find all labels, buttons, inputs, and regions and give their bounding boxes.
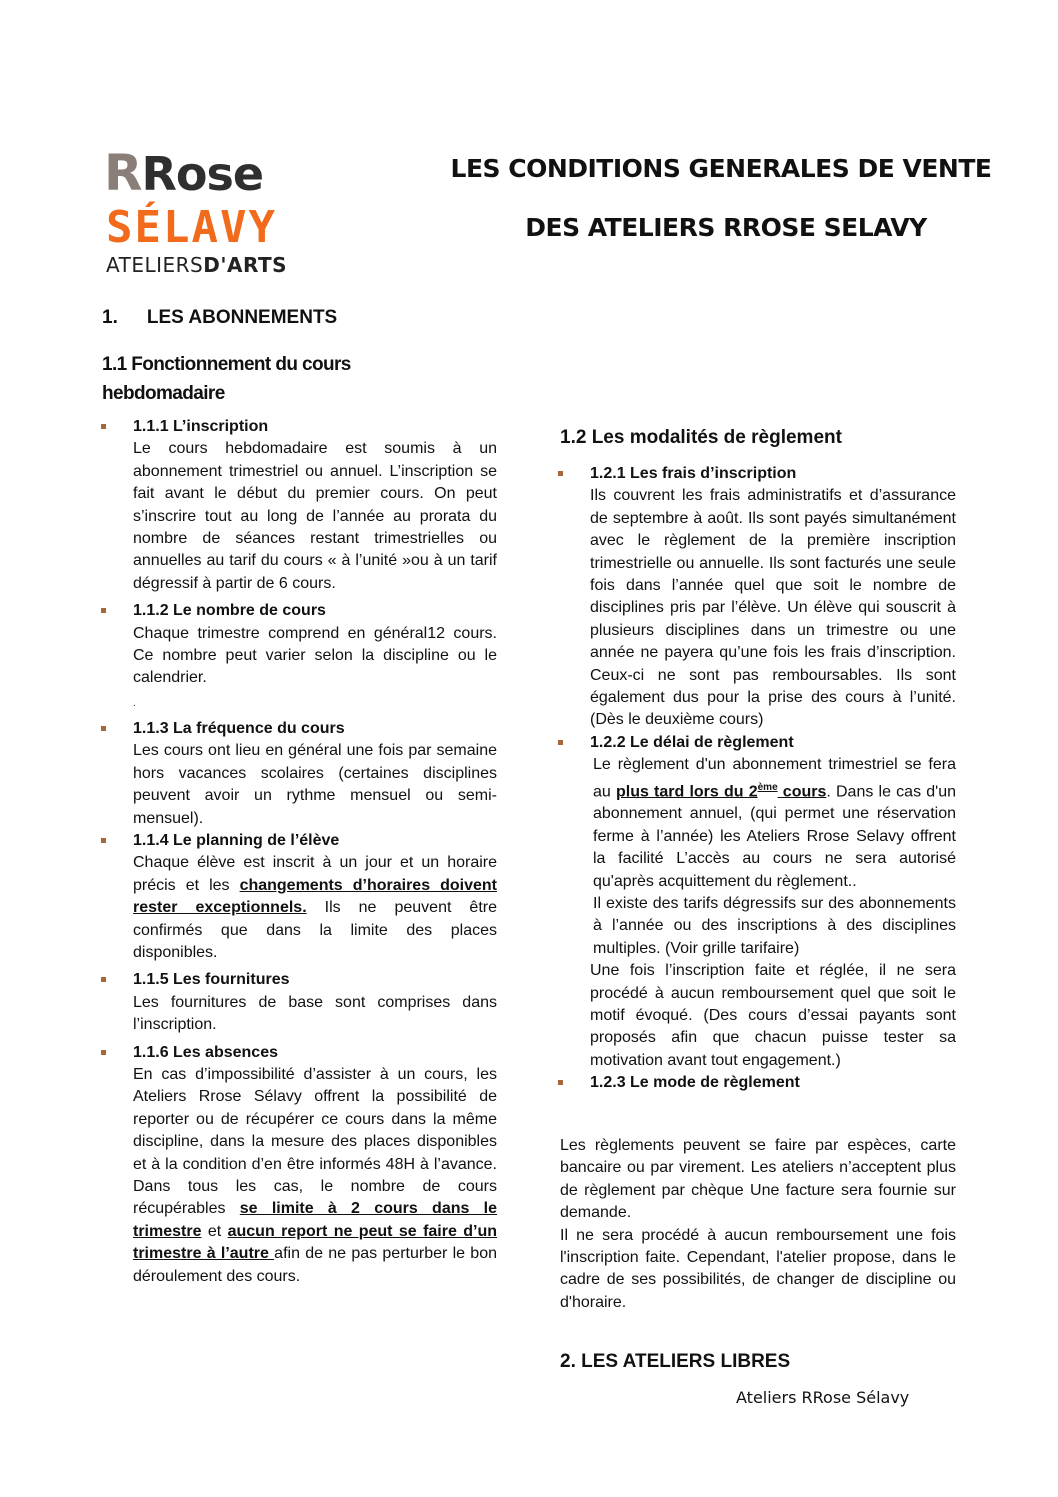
item-text: Les fournitures de base sont comprises dans l’inscription. <box>133 993 497 1034</box>
left-column <box>133 416 497 1288</box>
item-text: En cas d’impossibilité d’assister à un cours, les Ateliers Rrose Sélavy offrent la possibilité de reporter ou de récupérer ce cours dans la même discipline, dans la mesure des places disponibles et à la condition d’en être informés 48H à l’avance. Dans tous les cas, le nombre de cours récupérables se limite à 2 cours dans le trimestre et aucun report ne peut se faire d’un trimestre à l’autre afin de ne pas perturber le bon déroulement des cours. <box>133 1065 498 1285</box>
bullet-icon <box>101 608 106 613</box>
section-1-1-subtitle: 1.1 Fonctionnement du cours hebdomadaire <box>102 354 351 404</box>
item-1-1-1 <box>133 416 497 595</box>
item-text: Chaque trimestre comprend en général12 cours. Ce nombre peut varier selon la discipline ou le calendrier. <box>133 624 497 687</box>
page-title-line2: DES ATELIERS RROSE SELAVY <box>525 213 927 242</box>
section-2-heading: 2. LES ATELIERS LIBRES <box>560 1351 791 1372</box>
item-text: Chaque élève est inscrit à un jour et un horaire précis et les changements d’horaires doivent rester exceptionnels. Ils ne peuvent être confirmés que dans la limite des places disponibles. <box>133 854 498 961</box>
stray-dot: . <box>133 697 136 709</box>
item-1-2-2 <box>590 732 956 1072</box>
section-1-2-heading: 1.2 Les modalités de règlement <box>560 427 842 448</box>
payment-mode-text <box>560 1135 956 1314</box>
section-1-heading: 1. LES ABONNEMENTS <box>102 307 338 328</box>
item-1-1-2 <box>133 600 497 718</box>
logo-rrose-text: RRose <box>104 144 264 202</box>
bullet-icon <box>558 1080 563 1085</box>
bullet-icon <box>101 977 106 982</box>
item-text: Le cours hebdomadaire est soumis à un abonnement trimestriel ou annuel. L’inscription se fait avant le début du premier cours. On peut s’inscrire tout au long de l’année au prorata du nombre de séances restant trimestrielles ou annuelles au tarif du cours « à l’unité »ou à un tarif dégressif à partir de 6 cours. <box>133 440 497 592</box>
item-heading: 1.2.3 Le mode de règlement <box>590 1074 800 1092</box>
payment-text-2: Il ne sera procédé à aucun remboursement une fois l'inscription faite. Cependant, l'atelier propose, dans le cadre de ses possibilités, de changer de discipline ou d'horaire. <box>560 1226 956 1311</box>
item-1-2-3 <box>590 1072 956 1094</box>
item-1-1-3 <box>133 718 497 830</box>
item-1-1-6 <box>133 1042 497 1288</box>
logo-ateliers-text: ATELIERSD'ARTS <box>106 253 288 277</box>
logo <box>104 146 318 280</box>
item-heading: 1.1.2 Le nombre de cours <box>133 602 326 620</box>
bullet-icon <box>101 424 106 429</box>
logo-selavy-text: SÉLAVY <box>106 202 277 253</box>
item-heading: 1.1.1 L’inscription <box>133 418 269 435</box>
bullet-icon <box>558 471 563 476</box>
item-1-1-4 <box>133 830 497 964</box>
right-column <box>590 463 956 1095</box>
payment-text-1: Les règlements peuvent se faire par espèces, carte bancaire ou par virement. Les ateliers n’acceptent plus de règlement par chèque Une facture sera fournie sur demande. <box>560 1137 956 1222</box>
item-heading: 1.2.2 Le délai de règlement <box>590 733 794 751</box>
item-text: Le règlement d'un abonnement trimestriel se fera au plus tard lors du 2ème cours. Dans le cas d'un abonnement annuel, (qui permet une réservation ferme à l’année) les Ateliers Rrose Selavy offrent la facilité L’accès au cours ne sera autorisé qu'après acquittement du règlement.. <box>593 756 956 890</box>
footer-text: Ateliers RRose Sélavy <box>736 1388 910 1407</box>
item-1-1-5 <box>133 969 497 1036</box>
item-heading: 1.1.4 Le planning de l’élève <box>133 831 340 849</box>
item-1-2-1 <box>590 463 956 732</box>
item-heading: 1.1.5 Les fournitures <box>133 971 290 989</box>
bullet-icon <box>101 726 106 731</box>
item-text-3: Une fois l’inscription faite et réglée, il ne sera procédé à aucun remboursement quel que soit le motif évoqué. (Des cours d’essai payants sont proposés afin que chacun puisse tester sa motivation avant tout engagement.) <box>590 962 956 1069</box>
bullet-icon <box>558 740 563 745</box>
bullet-icon <box>101 838 106 843</box>
item-heading: 1.1.6 Les absences <box>133 1043 278 1061</box>
item-text: Les cours ont lieu en général une fois par semaine hors vacances scolaires (certaines disciplines peuvent avoir un rythme mensuel ou semi-mensuel). <box>133 742 497 827</box>
item-text-2: Il existe des tarifs dégressifs sur des abonnements à l’année ou des inscriptions à des disciplines multiples. (Voir grille tarifaire) <box>593 895 956 957</box>
page-title-line1: LES CONDITIONS GENERALES DE VENTE <box>450 154 992 183</box>
item-heading: 1.2.1 Les frais d’inscription <box>590 465 797 482</box>
item-heading: 1.1.3 La fréquence du cours <box>133 719 345 737</box>
bullet-icon <box>101 1050 106 1055</box>
item-text: Ils couvrent les frais administratifs et d’assurance de septembre à août. Ils sont payés simultanément avec le règlement de la première inscription trimestrielle ou annuelle. Ils sont facturés une seule fois dans l’année quel que soit le nombre de disciplines pris par l’élève. Un élève qui souscrit à plusieurs disciplines dans un trimestre ou une année ne payera qu’une fois les frais d’inscription. Ceux-ci ne sont pas remboursables. Ils sont également dus pour la prise des cours à l’unité. (Dès le deuxième cours) <box>590 487 956 729</box>
